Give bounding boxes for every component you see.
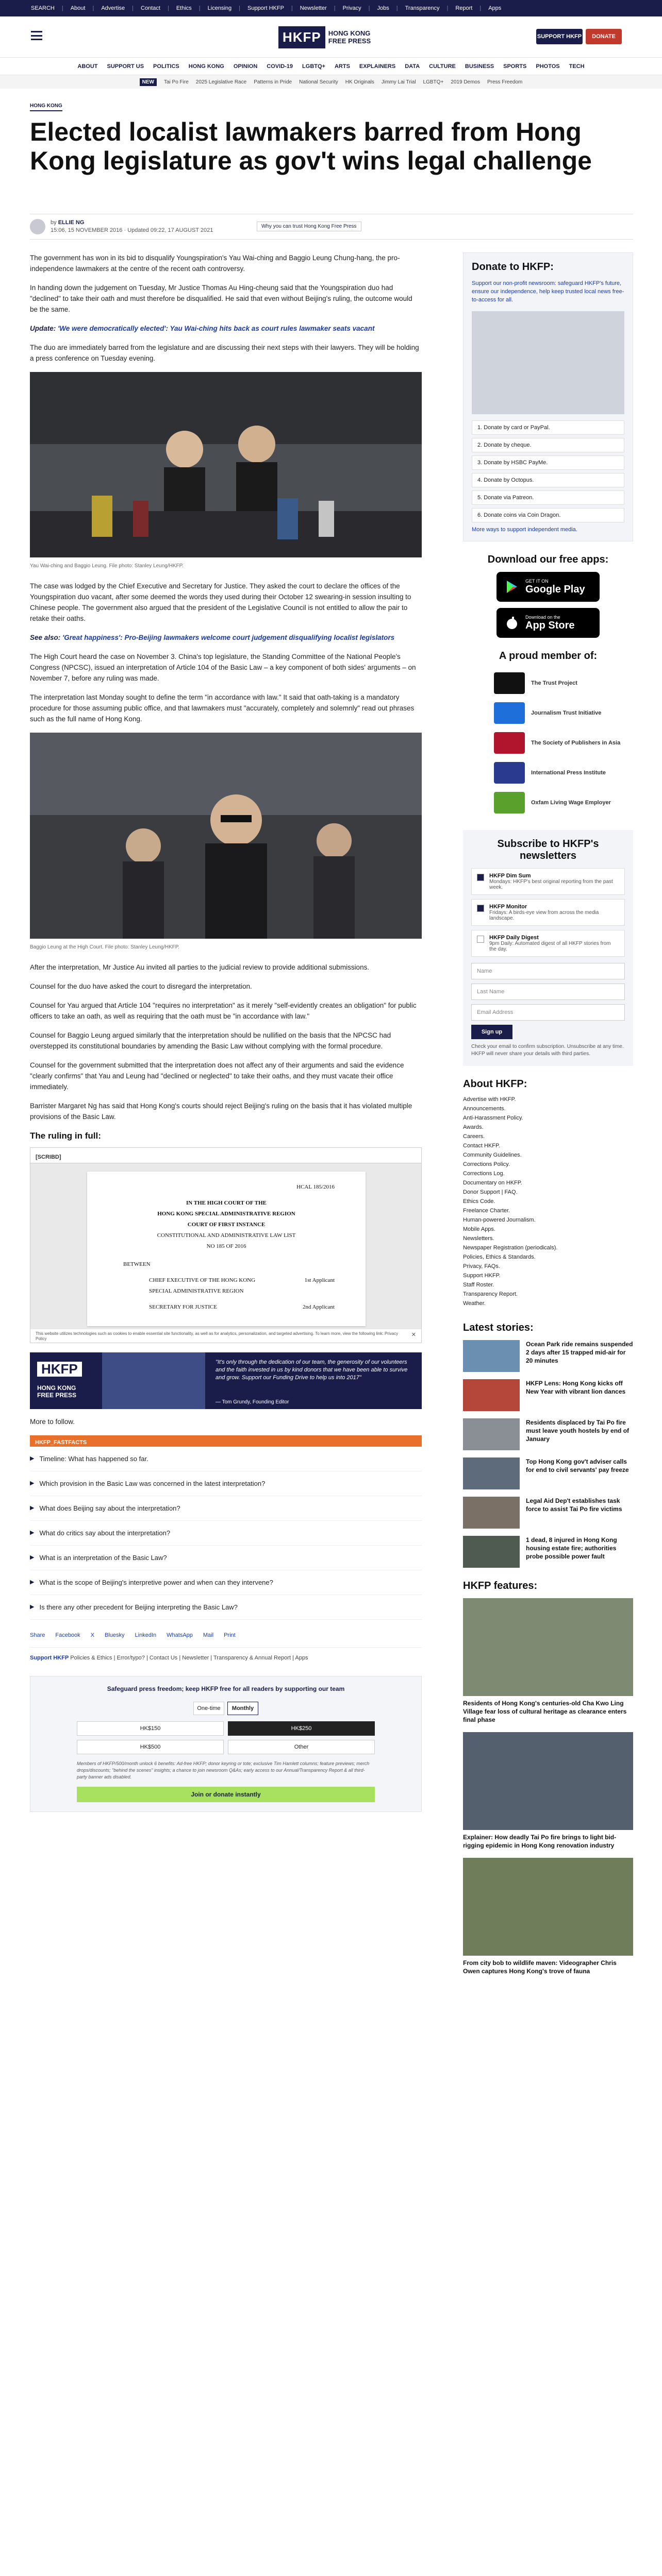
amount-option-selected[interactable]: HK$250 (228, 1721, 375, 1736)
feature-story[interactable] (463, 1598, 633, 1724)
byline (30, 214, 633, 240)
category-label[interactable]: HONG KONG (30, 103, 62, 111)
about-link[interactable]: Newspaper Registration (periodicals). (463, 1245, 558, 1251)
separator: | (479, 5, 482, 11)
paragraph: In handing down the judgement on Tuesday, Mr Justice Thomas Au Hing-cheung said that the Youngspiration duo had "declined" to take their oath and must therefore be disqualified. He said that even without Beijing's ruling, the outcome would be the same. (30, 284, 412, 313)
donate-option[interactable]: 5. Donate via Patreon. (472, 490, 624, 505)
faq-item[interactable] (30, 1496, 422, 1521)
promo-photo (102, 1352, 205, 1409)
promo-logo: HKFP (37, 1362, 82, 1377)
doc-party-name: SECRETARY FOR JUSTICE (149, 1304, 217, 1310)
about-link[interactable]: Mobile Apps. (463, 1226, 495, 1232)
share-label[interactable]: Share (30, 1632, 45, 1638)
site-header (0, 16, 662, 58)
trust-project-logo (494, 672, 525, 694)
feature-image (463, 1858, 633, 1956)
scribd-embed[interactable] (30, 1147, 422, 1343)
latest-story[interactable] (463, 1497, 633, 1529)
separator: | (396, 5, 398, 11)
paragraph: Counsel for Baggio Leung argued similarly that the interpretation should be nullified on the basis that the NPCSC had overstepped its constitutional boundaries by amending the Basic Law without complying with the formal procedure. (30, 1031, 391, 1050)
topbar-licensing[interactable]: Licensing (207, 5, 232, 11)
faq-list (30, 1447, 422, 1620)
features-widget (463, 1580, 633, 1975)
donate-image (472, 311, 624, 414)
amount-option[interactable]: Other (228, 1740, 375, 1754)
story-title: HKFP Lens: Hong Kong kicks off New Year with vibrant lion dances (526, 1380, 626, 1395)
separator: | (239, 5, 240, 11)
faq-item[interactable] (30, 1471, 422, 1496)
promo-signature: — Tom Grundy, Founding Editor (216, 1399, 289, 1405)
checkbox-checked-icon[interactable] (477, 874, 484, 881)
donate-option[interactable]: 1. Donate by card or PayPal. (472, 420, 624, 435)
share-linkedin[interactable]: LinkedIn (135, 1632, 157, 1638)
story-title: Legal Aid Dep't establishes task force to assist Tai Po fire victims (526, 1497, 622, 1513)
about-link[interactable]: Community Guidelines. (463, 1152, 522, 1158)
separator: | (92, 5, 94, 11)
topbar-newsletter[interactable]: Newsletter (300, 5, 327, 11)
ipi-logo (494, 762, 525, 784)
chevron-right-icon: ▶ (30, 1505, 35, 1511)
about-link[interactable]: Advertise with HKFP. (463, 1096, 516, 1103)
donate-widget (463, 252, 633, 541)
email-field[interactable]: Email Address (471, 1004, 625, 1021)
paragraph: After the interpretation, Mr Justice Au invited all parties to the judicial review to provide additional submissions. (30, 963, 370, 971)
jti-logo (494, 702, 525, 724)
donate-option[interactable]: 2. Donate by cheque. (472, 438, 624, 452)
story-title: 1 dead, 8 injured in Hong Kong housing estate fire; authorities probe possible power fault (526, 1536, 617, 1560)
frequency-toggle (77, 1702, 375, 1715)
high-court-image (30, 733, 422, 939)
faq-item[interactable] (30, 1570, 422, 1595)
tail-links (30, 1653, 422, 1664)
funding-promo-banner[interactable] (30, 1352, 422, 1409)
see-also-link[interactable]: 'Great happiness': Pro-Beijing lawmakers welcome court judgement disqualifying localist legislators (62, 634, 395, 641)
doc-party (87, 1275, 366, 1297)
member-item[interactable] (463, 758, 633, 788)
nav-item[interactable]: TECH (569, 63, 585, 70)
one-time-option[interactable]: One-time (193, 1702, 224, 1715)
first-name-field[interactable]: Name (471, 963, 625, 979)
separator: | (198, 5, 201, 11)
story-thumbnail (463, 1379, 520, 1411)
faq-question: What is an interpretation of the Basic Law? (39, 1554, 167, 1562)
app-store-label: App Store (525, 619, 575, 631)
logo-line-2: FREE PRESS (328, 37, 371, 45)
nav-item[interactable]: SUPPORT US (107, 63, 144, 70)
about-link[interactable]: Transparency Report. (463, 1291, 518, 1297)
newsletter-option[interactable] (471, 930, 625, 957)
checkbox-checked-icon[interactable] (477, 905, 484, 912)
topbar-support[interactable]: Support HKFP (247, 5, 284, 11)
story-thumbnail (463, 1497, 520, 1529)
article-title: Elected localist lawmakers barred from Hong Kong legislature as gov't wins legal challenge (30, 117, 592, 175)
latest-widget (463, 1322, 633, 1568)
donate-option[interactable]: 4. Donate by Octopus. (472, 473, 624, 487)
see-also (30, 632, 422, 643)
member-widget (463, 650, 633, 818)
about-link[interactable]: Careers. (463, 1133, 485, 1140)
paragraph: The government has won in its bid to disqualify Youngspiration's Yau Wai-ching and Baggio Leung Chung-hang, the pro-independence lawmakers at the centre of the recent oath controversy. (30, 254, 400, 273)
donate-more-link[interactable]: More ways to support independent media. (472, 527, 577, 533)
nav-item[interactable]: POLITICS (153, 63, 179, 70)
bottom-donate-title: Safeguard press freedom; keep HKFP free for all readers by supporting our team (107, 1685, 345, 1692)
about-widget (463, 1078, 633, 1310)
separator: | (368, 5, 370, 11)
newsletter-name: HKFP Dim Sum (489, 873, 531, 879)
features-title: HKFP features: (463, 1580, 538, 1591)
paragraph: Counsel for the duo have asked the court to disregard the interpretation. (30, 982, 252, 990)
story-thumbnail (463, 1418, 520, 1450)
promo-quote: "It's only through the dedication of our team, the generosity of our volunteers and the faith invested in us by kind donors that we have been able to survive and grow. Support our Funding Drive to help us into 2017" (216, 1359, 408, 1381)
nav-item[interactable]: OPINION (233, 63, 258, 70)
newsletter-widget (463, 830, 633, 1066)
topbar-jobs[interactable]: Jobs (377, 5, 389, 11)
google-play-icon (505, 580, 519, 594)
article-photo-2 (30, 733, 422, 939)
trending-link[interactable]: 2025 Legislative Race (195, 79, 247, 85)
trending-link[interactable]: National Security (299, 79, 338, 85)
see-also-prefix: See also: (30, 634, 63, 641)
scribd-toolbar: [SCRIBD] (30, 1148, 421, 1163)
donate-button[interactable]: DONATE (586, 29, 622, 44)
feature-story[interactable] (463, 1732, 633, 1850)
story-title: Ocean Park ride remains suspended 2 days after 15 trapped mid-air for 20 minutes (526, 1341, 633, 1364)
about-link[interactable]: Awards. (463, 1124, 484, 1130)
faq-question: What is the scope of Beijing's interpretive power and when can they intervene? (39, 1579, 273, 1586)
close-icon[interactable]: ✕ (411, 1332, 416, 1338)
newsletter-title: Subscribe to HKFP's newsletters (497, 838, 599, 861)
paragraph: More to follow. (30, 1418, 75, 1426)
separator: | (132, 5, 134, 11)
newsletter-name: HKFP Monitor (489, 904, 527, 910)
monthly-option[interactable]: Monthly (227, 1702, 258, 1715)
trust-badge-text: Why you can trust Hong Kong Free Press (261, 224, 357, 229)
about-link[interactable]: Documentary on HKFP. (463, 1180, 522, 1186)
site-logo[interactable] (278, 23, 397, 52)
amount-option[interactable]: HK$150 (77, 1721, 224, 1736)
member-item[interactable] (463, 668, 633, 698)
oxfam-logo (494, 792, 525, 814)
trending-link[interactable]: Patterns in Pride (254, 79, 292, 85)
promo-logo-line-1: HONG KONG (37, 1384, 76, 1392)
google-play-small: GET IT ON (525, 578, 549, 584)
nav-item[interactable]: BUSINESS (465, 63, 494, 70)
doc-party (87, 1302, 366, 1313)
latest-story[interactable] (463, 1340, 633, 1372)
member-name: Oxfam Living Wage Employer (531, 800, 611, 806)
cookie-text: This website utilizes technologies such as cookies to enable essential site functionality, as well as for analytics, personalization, and targeted advertising. To learn more, view the following link: Privacy Policy (36, 1331, 399, 1341)
separator: | (61, 5, 63, 11)
newsletter-name: HKFP Daily Digest (489, 935, 539, 941)
amount-option[interactable]: HK$500 (77, 1740, 224, 1754)
doc-line: HONG KONG SPECIAL ADMINISTRATIVE REGION (157, 1211, 295, 1217)
donate-text: Support our non-profit newsroom: safeguard HKFP's future, ensure our independence, help keep trusted local news free-to-access for all. (472, 280, 624, 303)
bottom-donate-box (30, 1676, 422, 1812)
newsletter-desc: Fridays: A birds-eye view from across the media landscape. (489, 910, 599, 921)
about-link[interactable]: Newsletters. (463, 1235, 494, 1242)
author-block: by ELLIE NG 15:06, 15 NOVEMBER 2016 · Updated 09:22, 17 AUGUST 2021 (51, 219, 213, 233)
google-play-button[interactable] (496, 572, 600, 602)
faq-question: Which provision in the Basic Law was concerned in the latest interpretation? (39, 1480, 266, 1487)
paragraph: Counsel for the government submitted that the interpretation does not affect any of their arguments and said the evidence "clearly confirms" that Yau and Leung had "declined or neglected" to take their oaths, and they must vacate their office immediately. (30, 1061, 404, 1091)
faq-item[interactable] (30, 1447, 422, 1471)
separator: | (291, 5, 293, 11)
trending-link[interactable]: HK Originals (345, 79, 374, 85)
about-link[interactable]: Corrections Log. (463, 1171, 505, 1177)
nav-item[interactable]: EXPLAINERS (359, 63, 396, 70)
top-utility-bar (0, 0, 662, 16)
about-links (463, 1096, 633, 1310)
nav-item[interactable]: DATA (405, 63, 420, 70)
update-prefix: Update: (30, 325, 58, 332)
doc-party-name: CHIEF EXECUTIVE OF THE HONG KONG SPECIAL ADMINISTRATIVE REGION (149, 1277, 256, 1294)
faq-question: What does Beijing say about the interpretation? (39, 1504, 180, 1512)
policy-links[interactable]: Policies & Ethics | Error/typo? | Contact Us | Newsletter | Transparency & Annual Report | Apps (70, 1655, 308, 1661)
about-link[interactable]: Announcements. (463, 1106, 506, 1112)
sidebar (463, 252, 633, 1984)
chevron-right-icon: ▶ (30, 1554, 35, 1561)
trending-link[interactable]: Press Freedom (487, 79, 523, 85)
share-print[interactable]: Print (224, 1632, 236, 1638)
logo-line-1: HONG KONG (328, 29, 371, 37)
photo-caption: Yau Wai-ching and Baggio Leung. File photo: Stanley Leung/HKFP. (30, 563, 184, 569)
member-name: Journalism Trust Initiative (531, 710, 602, 716)
latest-title: Latest stories: (463, 1322, 534, 1333)
about-link[interactable]: Human-powered Journalism. (463, 1217, 536, 1223)
chevron-right-icon: ▶ (30, 1455, 35, 1462)
donate-title: Donate to HKFP: (472, 261, 554, 273)
about-link[interactable]: Policies, Ethics & Standards. (463, 1254, 536, 1260)
app-store-button[interactable] (496, 608, 600, 638)
article-photo-1 (30, 372, 422, 557)
last-name-field[interactable]: Last Name (471, 984, 625, 1000)
about-link[interactable]: Donor Support | FAQ. (463, 1189, 518, 1195)
about-link[interactable]: Corrections Policy. (463, 1161, 510, 1167)
share-facebook[interactable]: Facebook (55, 1632, 80, 1638)
about-link[interactable]: Staff Roster. (463, 1282, 494, 1288)
nav-item[interactable]: COVID-19 (267, 63, 293, 70)
about-link[interactable]: Freelance Charter. (463, 1208, 510, 1214)
feature-title: Explainer: How deadly Tai Po fire brings to light bid-rigging epidemic in Hong Kong renovation industry (463, 1834, 617, 1849)
article-body (30, 252, 422, 1812)
topbar-report[interactable]: Report (455, 5, 473, 11)
about-link[interactable]: Privacy, FAQs. (463, 1263, 500, 1269)
update-link[interactable]: 'We were democratically elected': Yau Wai-ching hits back as court rules lawmaker seats vacant (58, 325, 375, 332)
cookie-notice (30, 1329, 421, 1343)
story-title: Top Hong Kong gov't adviser calls for end to civil servants' pay freeze (526, 1458, 629, 1473)
about-link[interactable]: Anti-Harassment Policy. (463, 1115, 523, 1121)
donate-option[interactable]: 3. Donate by HSBC PayMe. (472, 455, 624, 470)
feature-story[interactable] (463, 1858, 633, 1975)
fast-facts-header: HKFP_FASTFACTS (30, 1435, 422, 1447)
separator: | (446, 5, 449, 11)
promo-logo-text (37, 1384, 76, 1399)
sign-up-button[interactable]: Sign up (471, 1025, 512, 1039)
author-by: by (51, 219, 57, 226)
latest-story[interactable] (463, 1536, 633, 1568)
logo-mark: HKFP (278, 26, 325, 48)
newsletter-desc: 9pm Daily: Automated digest of all HKFP stories from the day. (489, 941, 611, 952)
photo-caption: Baggio Leung at the High Court. File photo: Stanley Leung/HKFP. (30, 944, 180, 950)
apps-title: Download our free apps: (487, 554, 609, 565)
updated-date: Updated 09:22, 17 AUGUST 2021 (127, 227, 213, 233)
share-bar (30, 1630, 422, 1648)
faq-item[interactable] (30, 1595, 422, 1620)
nav-item[interactable]: CULTURE (429, 63, 456, 70)
doc-line: IN THE HIGH COURT OF THE (186, 1200, 267, 1206)
paragraph: The interpretation last Monday sought to define the term "in accordance with law." It said that oath-taking is a mandatory procedure for those assuming public office, and that lawmakers must "accurately, completely and solemnly" read out phrases such as the full name of Hong Kong. (30, 693, 415, 723)
chevron-right-icon: ▶ (30, 1604, 35, 1610)
faq-item[interactable] (30, 1546, 422, 1570)
feature-title: From city bob to wildlife maven: Videographer Chris Owen captures Hong Kong's trove of fauna (463, 1959, 617, 1975)
about-link[interactable]: Ethics Code. (463, 1198, 495, 1205)
paragraph: The duo are immediately barred from the legislature and are discussing their next steps with their lawyers. They will be holding a press conference on Tuesday evening. (30, 344, 419, 362)
trending-link[interactable]: 2019 Demos (451, 79, 480, 85)
member-name: The Trust Project (531, 680, 577, 686)
topbar-advertise[interactable]: Advertise (101, 5, 125, 11)
doc-party-role: 1st Applicant (304, 1277, 335, 1283)
doc-line: NO 185 OF 2016 (206, 1243, 246, 1249)
author-name[interactable]: ELLIE NG (58, 219, 85, 226)
menu-icon[interactable] (31, 31, 42, 40)
member-title: A proud member of: (499, 650, 598, 662)
main-nav (0, 58, 662, 75)
member-item[interactable] (463, 728, 633, 758)
topbar-privacy[interactable]: Privacy (342, 5, 361, 11)
feature-image (463, 1598, 633, 1696)
promo-logo-line-2: FREE PRESS (37, 1392, 77, 1399)
topbar-apps[interactable]: Apps (488, 5, 502, 11)
press-conference-image (30, 372, 422, 557)
amount-grid (77, 1721, 375, 1754)
feature-image (463, 1732, 633, 1830)
newsletter-desc: Mondays: HKFP's best original reporting from the past week. (489, 879, 613, 890)
support-hkfp-link[interactable]: Support HKFP (30, 1655, 69, 1661)
paragraph: The case was lodged by the Chief Executive and Secretary for Justice. They asked the court to declare the offices of the Youngspiration duo vacant, after some deemed the words they used during their October 12 swearing-in session insulting to Chinese people. The government also argued that the president of the Legislative Council is not entitled to allow the pair to retake their oaths. (30, 582, 411, 622)
about-link[interactable]: Contact HKFP. (463, 1143, 500, 1149)
member-name: International Press Institute (531, 770, 606, 776)
about-link[interactable]: Weather. (463, 1300, 486, 1307)
faq-question: Is there any other precedent for Beijing interpreting the Basic Law? (39, 1603, 238, 1611)
new-badge: NEW (140, 78, 157, 86)
publish-date: 15:06, 15 NOVEMBER 2016 (51, 227, 123, 233)
paragraph: Counsel for Yau argued that Article 104 "requires no interpretation" as it merely "self-evidently creates an obligation" for public officers to take an oath, as well as requiring that the oath must be "in accordance with law." (30, 1002, 417, 1020)
topbar-search[interactable]: SEARCH (31, 5, 55, 11)
paragraph: The High Court heard the case on November 3. China's top legislature, the Standing Committee of the National People's Congress (NPCSC), issued an interpretation of Article 104 of the Basic Law – a key component of both sides' arguments – on November 7, before any ruling was made. (30, 653, 416, 682)
topbar-about[interactable]: About (70, 5, 86, 11)
apps-widget (463, 554, 633, 638)
nav-item[interactable]: LGBTQ+ (302, 63, 325, 70)
share-mail[interactable]: Mail (203, 1632, 214, 1638)
doc-line: COURT OF FIRST INSTANCE (187, 1222, 266, 1228)
latest-story[interactable] (463, 1418, 633, 1450)
nav-item[interactable]: HONG KONG (188, 63, 224, 70)
checkbox-icon[interactable] (477, 936, 484, 943)
feature-title: Residents of Hong Kong's centuries-old Cha Kwo Ling Village fear loss of cultural heritage as clearance enters final phase (463, 1700, 627, 1723)
chevron-right-icon: ▶ (30, 1579, 35, 1585)
share-bluesky[interactable]: Bluesky (105, 1632, 125, 1638)
share-x[interactable]: X (90, 1632, 95, 1638)
paragraph: Barrister Margaret Ng has said that Hong Kong's courts should reject Beijing's ruling on the basis that it has violated multiple provisions of the Basic Law. (30, 1102, 412, 1121)
story-thumbnail (463, 1340, 520, 1372)
topbar-ethics[interactable]: Ethics (176, 5, 192, 11)
support-hkfp-button[interactable]: SUPPORT HKFP (536, 29, 583, 44)
latest-story[interactable] (463, 1458, 633, 1489)
story-title: Residents displaced by Tai Po fire must leave youth hostels by end of January (526, 1419, 630, 1443)
nav-item[interactable]: SPORTS (503, 63, 527, 70)
about-title: About HKFP: (463, 1078, 527, 1090)
chevron-right-icon: ▶ (30, 1480, 35, 1486)
logo-text (328, 29, 371, 45)
newsletter-note: Check your email to confirm subscription. Unsubscribe at any time. HKFP will never share your details with third parties. (471, 1044, 624, 1057)
newsletter-option[interactable] (471, 868, 625, 895)
donate-option[interactable]: 6. Donate coins via Coin Dragon. (472, 508, 624, 522)
doc-line: CONSTITUTIONAL AND ADMINISTRATIVE LAW LIST (157, 1232, 296, 1239)
story-thumbnail (463, 1536, 520, 1568)
doc-case-number: HCAL 185/2016 (296, 1184, 335, 1190)
nav-item[interactable]: PHOTOS (536, 63, 560, 70)
trending-link[interactable]: LGBTQ+ (423, 79, 444, 85)
nav-item[interactable]: ABOUT (77, 63, 98, 70)
trending-link[interactable]: Jimmy Lai Trial (381, 79, 416, 85)
members-note: Members of HKFP/500/month unlock 6 benefits: Ad-free HKFP; donor keyring or tote; exclusive Tim Hamlett columns; feature previews; merch drops/discounts; "behind the scenes" insights; a chance to join newsroom Q&As; early access to our Annual/Transparency Report & all third-party banner ads disabled. (77, 1761, 370, 1780)
sopa-logo (494, 732, 525, 754)
author-avatar (30, 219, 45, 234)
trending-link[interactable]: Tai Po Fire (163, 79, 189, 85)
topbar-contact[interactable]: Contact (141, 5, 160, 11)
doc-party-role: 2nd Applicant (302, 1304, 335, 1310)
doc-between: BETWEEN (123, 1261, 151, 1267)
member-item[interactable] (463, 698, 633, 728)
about-link[interactable]: Support HKFP. (463, 1273, 501, 1279)
faq-question: What do critics say about the interpretation? (39, 1529, 171, 1537)
trending-bar (0, 75, 662, 89)
app-store-small: Download on the (525, 614, 560, 620)
trust-badge[interactable] (257, 222, 361, 231)
separator: | (334, 5, 336, 11)
member-name: The Society of Publishers in Asia (531, 740, 621, 746)
faq-question: Timeline: What has happened so far. (39, 1455, 148, 1463)
update-note (30, 323, 422, 334)
newsletter-option[interactable] (471, 899, 625, 926)
latest-story[interactable] (463, 1379, 633, 1411)
separator: | (167, 5, 169, 11)
google-play-label: Google Play (525, 583, 585, 595)
nav-item[interactable]: ARTS (334, 63, 350, 70)
story-thumbnail (463, 1458, 520, 1489)
scribd-page (87, 1172, 366, 1326)
apple-icon (505, 616, 519, 630)
topbar-transparency[interactable]: Transparency (405, 5, 440, 11)
ruling-heading: The ruling in full: (30, 1131, 101, 1141)
share-whatsapp[interactable]: WhatsApp (167, 1632, 193, 1638)
faq-item[interactable] (30, 1521, 422, 1546)
chevron-right-icon: ▶ (30, 1530, 35, 1536)
member-item[interactable] (463, 788, 633, 818)
join-button[interactable]: Join or donate instantly (77, 1787, 375, 1802)
